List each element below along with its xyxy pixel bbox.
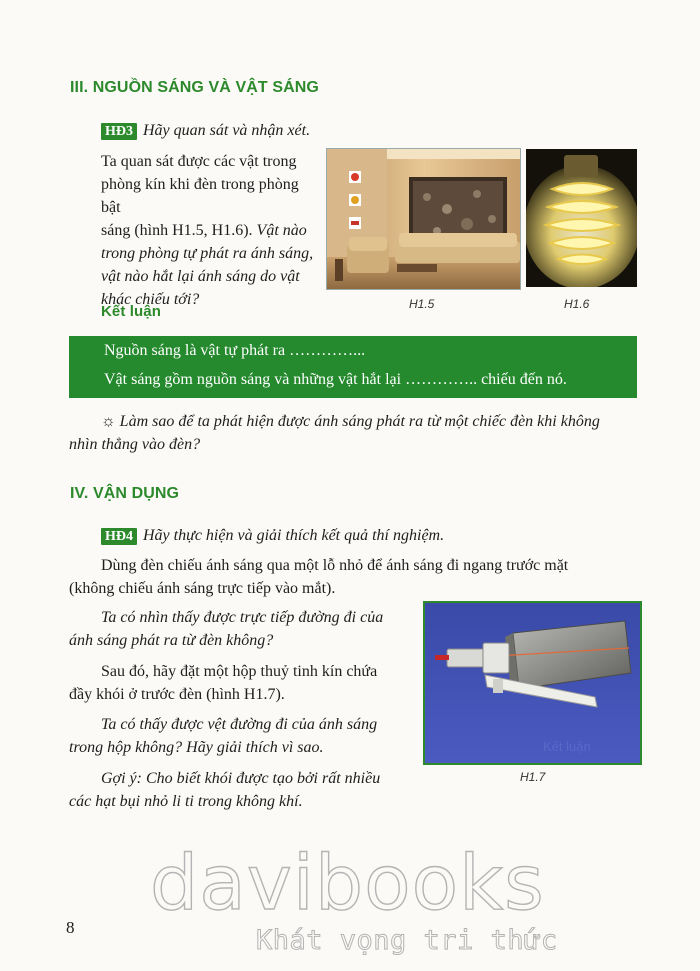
section-4-title: IV. VẬN DỤNG — [70, 485, 180, 502]
activity-hd3 — [101, 122, 310, 140]
hint-line: Gợi ý: Cho biết khói được tạo bởi rất nhiều — [101, 770, 381, 787]
photo-living-room — [326, 148, 521, 290]
intro-line: Dùng đèn chiếu ánh sáng qua một lỗ nhỏ để ánh sáng đi ngang trước mặt — [101, 557, 569, 574]
para-line: sáng (hình H1.5, H1.6). — [101, 222, 253, 239]
step-paragraph — [69, 660, 378, 706]
question-line: nhìn thẳng vào đèn? — [69, 436, 201, 453]
q1-line: ánh sáng phát ra từ đèn không? — [69, 632, 274, 649]
intro-paragraph — [69, 554, 646, 600]
conclusion-heading: Kết luận — [101, 303, 161, 320]
para-line: phòng kín khi đèn trong phòng bật — [101, 176, 299, 216]
photo-experiment — [423, 601, 642, 765]
intro-line: (không chiếu ánh sáng trực tiếp vào mắt). — [69, 580, 336, 597]
para-question: trong phòng tự phát ra ánh sáng, — [101, 245, 314, 262]
q2-line: Ta có thấy được vệt đường đi của ánh sáng — [101, 716, 378, 733]
hint-paragraph — [69, 767, 381, 813]
para-question: khác chiếu tới? — [101, 291, 200, 308]
conclusion-box — [69, 336, 637, 398]
activity-text: Hãy quan sát và nhận xét. — [143, 122, 311, 139]
question-1 — [69, 606, 384, 652]
question-2 — [69, 713, 378, 759]
q1-line: Ta có nhìn thấy được trực tiếp đường đi của — [101, 609, 384, 626]
photo-label: Kết luận — [543, 739, 591, 754]
activity-badge: HĐ3 — [101, 123, 137, 140]
watermark-brand: davibooks — [150, 838, 545, 927]
conclusion-line: Vật sáng gồm nguồn sáng và những vật hắt lại ………….. chiếu đến nó. — [104, 371, 567, 388]
figure-caption-h17: H1.7 — [520, 770, 546, 784]
photo-lamp — [526, 149, 637, 287]
living-room-illustration — [327, 149, 520, 289]
page-number: 8 — [66, 918, 75, 937]
sun-icon: ☼ — [101, 413, 116, 430]
activity-badge: HĐ4 — [101, 528, 137, 545]
observation-paragraph — [101, 150, 316, 311]
para-question: vật nào hắt lại ánh sáng do vật — [101, 268, 300, 285]
figure-caption-h16: H1.6 — [564, 297, 590, 311]
q2-line: trong hộp không? Hãy giải thích vì sao. — [69, 739, 324, 756]
para-line: Ta quan sát được các vật trong — [101, 153, 297, 170]
section-3-title: III. NGUỒN SÁNG VÀ VẬT SÁNG — [70, 79, 319, 96]
lamp-illustration — [526, 149, 637, 287]
activity-hd4 — [101, 527, 444, 545]
figure-caption-h15: H1.5 — [409, 297, 435, 311]
watermark-tagline: Khát vọng tri thức — [256, 925, 558, 956]
conclusion-line: Nguồn sáng là vật tự phát ra …………... — [104, 342, 366, 359]
step-line: Sau đó, hãy đặt một hộp thuỷ tinh kín chứa — [101, 663, 378, 680]
experiment-illustration — [425, 603, 640, 763]
question-block — [69, 410, 641, 456]
step-line: đầy khói ở trước đèn (hình H1.7). — [69, 686, 285, 703]
para-question: Vật nào — [256, 222, 307, 239]
hint-line: các hạt bụi nhỏ li ti trong không khí. — [69, 793, 303, 810]
activity-text: Hãy thực hiện và giải thích kết quả thí nghiệm. — [143, 527, 445, 544]
question-line: Làm sao để ta phát hiện được ánh sáng phát ra từ một chiếc đèn khi không — [119, 413, 600, 430]
